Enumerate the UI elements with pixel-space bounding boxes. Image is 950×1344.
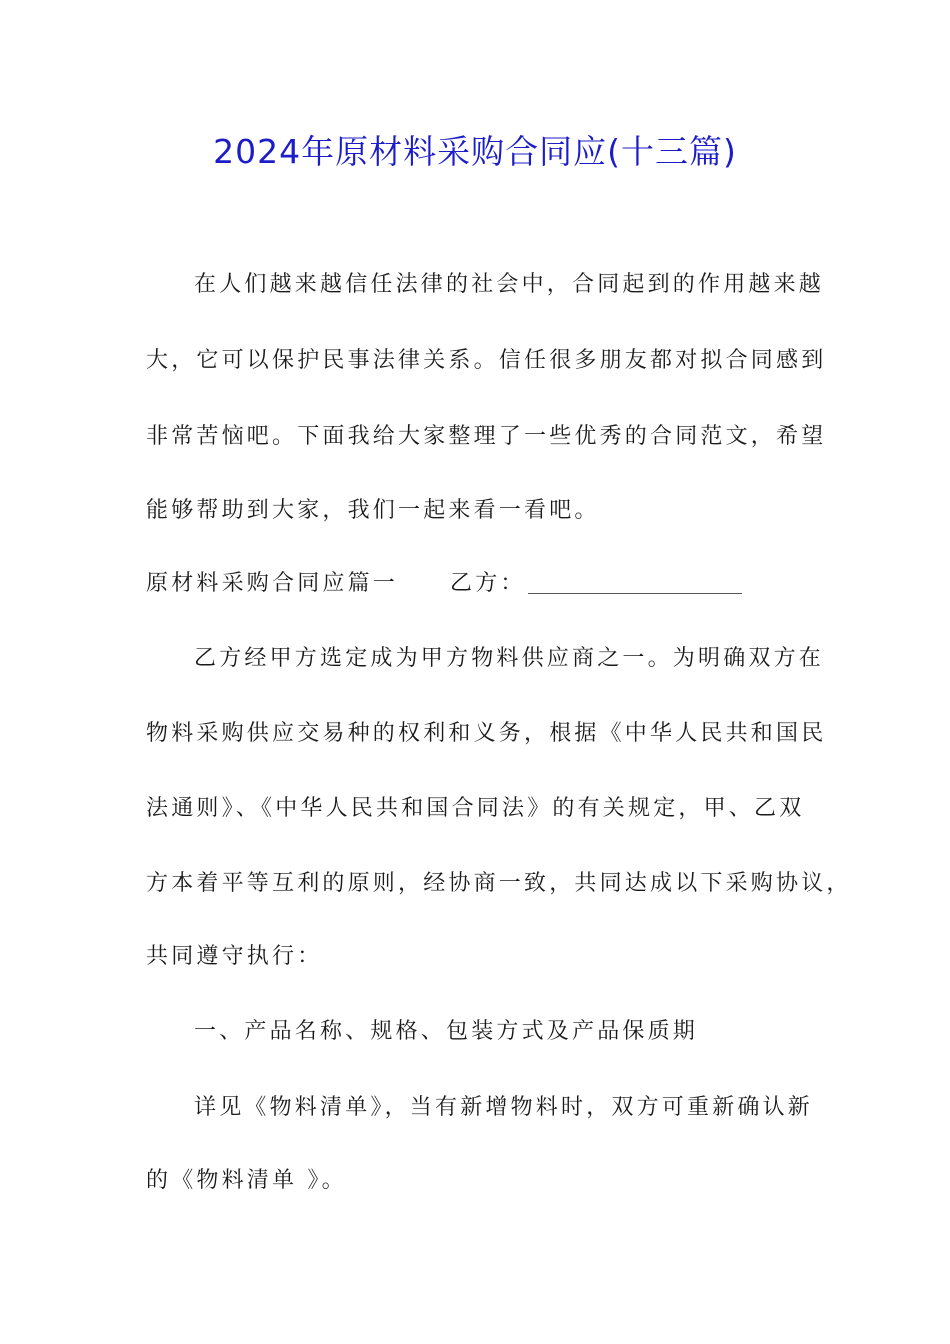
paragraph2-line-2: 物料采购供应交易种的权利和义务，根据《中华人民共和国民 xyxy=(146,721,827,746)
section-heading-line xyxy=(146,569,742,599)
paragraph2-line-3: 法通则》、《中华人民共和国合同法》的有关规定，甲、乙双 xyxy=(146,796,805,821)
document-title: 2024年原材料采购合同应(十三篇) xyxy=(213,132,737,171)
party-b-blank xyxy=(528,571,742,594)
intro-line-3: 非常苦恼吧。下面我给大家整理了一些优秀的合同范文，希望 xyxy=(146,424,827,449)
clause1-line-2: 的《物料清单 》。 xyxy=(146,1168,347,1193)
intro-line-2: 大，它可以保护民事法律关系。信任很多朋友都对拟合同感到 xyxy=(146,348,827,373)
paragraph2-line-1: 乙方经甲方选定成为甲方物料供应商之一。为明确双方在 xyxy=(194,646,825,671)
section-heading: 原材料采购合同应篇一 xyxy=(146,571,399,596)
intro-line-4: 能够帮助到大家，我们一起来看一看吧。 xyxy=(146,498,600,523)
party-b-label: 乙方： xyxy=(450,571,526,596)
clause1-line-1: 详见《物料清单》，当有新增物料时，双方可重新确认新 xyxy=(194,1095,814,1120)
paragraph2-line-5: 共同遵守执行： xyxy=(146,944,323,969)
clause1-heading: 一、产品名称、规格、包装方式及产品保质期 xyxy=(194,1019,699,1044)
intro-line-1: 在人们越来越信任法律的社会中，合同起到的作用越来越 xyxy=(194,272,825,297)
paragraph2-line-4: 方本着平等互利的原则，经协商一致，共同达成以下采购协议， xyxy=(146,871,852,896)
